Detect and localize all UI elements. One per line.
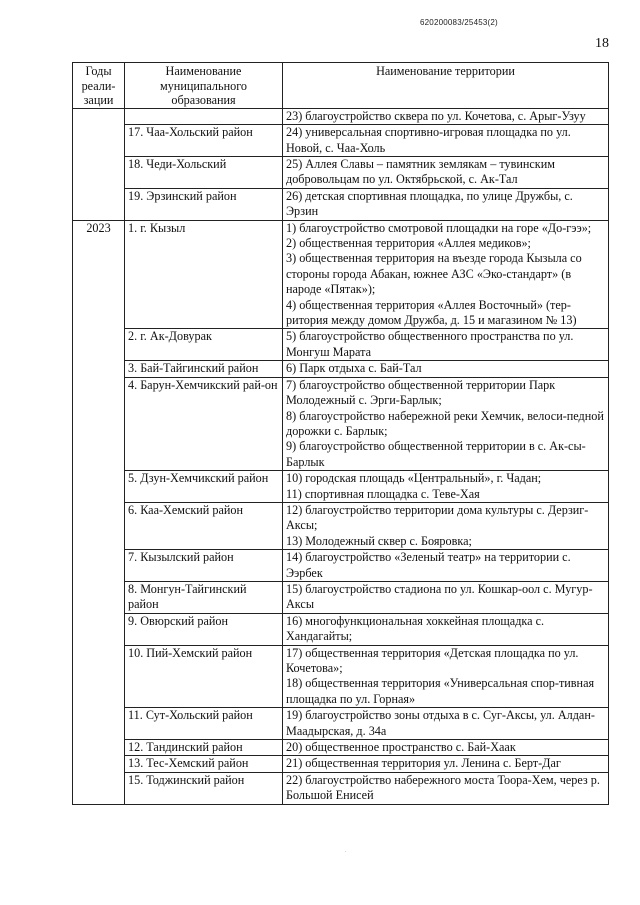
territory-cell: [283, 740, 609, 756]
table-row: [73, 502, 609, 549]
territory-entry: 12) благоустройство территории дома культуры с. Дерзиг-Аксы;: [286, 502, 589, 533]
municipality-cell: 19. Эрзинский район: [125, 188, 283, 220]
table-row: [73, 108, 609, 124]
territory-entry: 8) благоустройство набережной реки Хемчик, велоси-педной дорожки с. Барлык;: [286, 408, 604, 438]
territory-entry: 11) спортивная площадка с. Теве-Хая: [286, 486, 480, 501]
territory-entry: 10) городская площадь «Центральный», г. Чадан;: [286, 471, 542, 486]
territory-entry: 18) общественная территория «Универсальная спор-тивная площадка по ул. Горная»: [286, 676, 595, 706]
territory-entry: 1) благоустройство смотровой площадки на горе «До-гээ»;: [286, 220, 592, 235]
territory-entry: 13) Молодежный сквер с. Бояровка;: [286, 533, 472, 548]
territory-entry: 25) Аллея Славы – памятник землякам – тувинским добровольцам по ул. Октябрьской, с. Ак-Тал: [286, 157, 555, 187]
header-territory: Наименование территории: [283, 63, 609, 109]
territory-cell: [283, 108, 609, 124]
municipality-cell: 15. Тоджинский район: [125, 772, 283, 804]
territory-cell: [283, 581, 609, 613]
territory-entry: 24) универсальная спортивно-игровая площадка по ул. Новой, с. Чаа-Холь: [286, 125, 571, 155]
territory-entry: 19) благоустройство зоны отдыха в с. Суг-Аксы, ул. Алдан-Маадырская, д. 34а: [286, 708, 595, 738]
municipality-cell: 17. Чаа-Хольский район: [125, 125, 283, 157]
territory-entry: 7) благоустройство общественной территории Парк Молодежный с. Эрги-Барлык;: [286, 377, 556, 408]
territory-entry: 5) благоустройство общественного пространства по ул. Монгуш Марата: [286, 329, 574, 359]
table-row: [73, 157, 609, 189]
table-row: [73, 125, 609, 157]
municipality-cell: 3. Бай-Тайгинский район: [125, 361, 283, 377]
municipality-cell: [125, 108, 283, 124]
municipality-cell: 13. Тес-Хемский район: [125, 756, 283, 772]
table-row: [73, 220, 609, 329]
territory-cell: [283, 471, 609, 503]
territory-cell: [283, 157, 609, 189]
territory-entry: 21) общественная территория ул. Ленина с. Берт-Даг: [286, 756, 561, 771]
territory-cell: [283, 550, 609, 582]
table-row: [73, 645, 609, 708]
municipality-cell: 9. Овюрский район: [125, 613, 283, 645]
territory-cell: [283, 645, 609, 708]
territory-cell: [283, 377, 609, 470]
territory-entry: 4) общественная территория «Аллея Восточный» (тер-ритория между домом Дружба, д. 15 и магазином № 13): [286, 297, 577, 328]
table-row: [73, 708, 609, 740]
territory-entry: 14) благоустройство «Зеленый театр» на территории с. Ээрбек: [286, 550, 571, 580]
municipality-cell: 7. Кызылский район: [125, 550, 283, 582]
territory-cell: [283, 613, 609, 645]
year-cell: [73, 108, 125, 220]
territory-entry: 23) благоустройство сквера по ул. Кочетова, с. Арыг-Узуу: [286, 108, 586, 123]
municipality-cell: 2. г. Ак-Довурак: [125, 329, 283, 361]
table-row: [73, 613, 609, 645]
header-municipality: Наименование муниципального образования: [125, 63, 283, 109]
territory-cell: [283, 756, 609, 772]
municipality-cell: 5. Дзун-Хемчикский район: [125, 471, 283, 503]
table-row: [73, 740, 609, 756]
territory-cell: [283, 361, 609, 377]
page-number: 18: [595, 36, 609, 51]
territory-cell: [283, 188, 609, 220]
municipality-cell: 8. Монгун-Тайгинский район: [125, 581, 283, 613]
territory-entry: 16) многофункциональная хоккейная площадка с. Хандагайты;: [286, 613, 545, 644]
territory-cell: [283, 772, 609, 804]
territory-cell: [283, 708, 609, 740]
table-body: [73, 108, 609, 804]
municipality-cell: 18. Чеди-Хольский: [125, 157, 283, 189]
territories-table: [72, 62, 609, 805]
year-cell: 2023: [73, 220, 125, 804]
municipality-cell: 10. Пий-Хемский район: [125, 645, 283, 708]
table-row: [73, 471, 609, 503]
territory-cell: [283, 502, 609, 549]
table-row: [73, 581, 609, 613]
municipality-cell: 6. Каа-Хемский район: [125, 502, 283, 549]
territory-entry: 6) Парк отдыха с. Бай-Тал: [286, 361, 422, 376]
municipality-cell: 1. г. Кызыл: [125, 220, 283, 329]
table-row: [73, 550, 609, 582]
territory-entry: 2) общественная территория «Аллея медиков»;: [286, 236, 531, 251]
footer-mark: .: [345, 848, 347, 854]
territory-entry: 3) общественная территория на въезде города Кызыла со стороны города Абакан, южнее АЗС «Эко-стандарт» (в народе «Пятак»);: [286, 251, 582, 297]
territory-cell: [283, 329, 609, 361]
territory-entry: 26) детская спортивная площадка, по улице Дружбы, с. Эрзин: [286, 188, 573, 219]
municipality-cell: 11. Сут-Хольский район: [125, 708, 283, 740]
table-row: [73, 361, 609, 377]
territory-entry: 15) благоустройство стадиона по ул. Кошкар-оол с. Мугур-Аксы: [286, 581, 593, 612]
municipality-cell: 4. Барун-Хемчикский рай-он: [125, 377, 283, 470]
territory-entry: 17) общественная территория «Детская площадка по ул. Кочетова»;: [286, 645, 579, 675]
territory-entry: 9) благоустройство общественной территории в с. Ак-сы-Барлык: [286, 439, 586, 469]
table-row: [73, 329, 609, 361]
table-header-row: [73, 63, 609, 109]
table-row: [73, 377, 609, 470]
table-row: [73, 772, 609, 804]
territory-entry: 20) общественное пространство с. Бай-Хаак: [286, 740, 516, 755]
territory-cell: [283, 220, 609, 329]
territory-cell: [283, 125, 609, 157]
header-year: Годы реали-зации: [73, 63, 125, 109]
table-row: [73, 756, 609, 772]
territory-entry: 22) благоустройство набережного моста Тоора-Хем, через р. Большой Енисей: [286, 772, 600, 803]
municipality-cell: 12. Тандинский район: [125, 740, 283, 756]
document-number: 620200083/25453(2): [420, 18, 498, 27]
table-row: [73, 188, 609, 220]
